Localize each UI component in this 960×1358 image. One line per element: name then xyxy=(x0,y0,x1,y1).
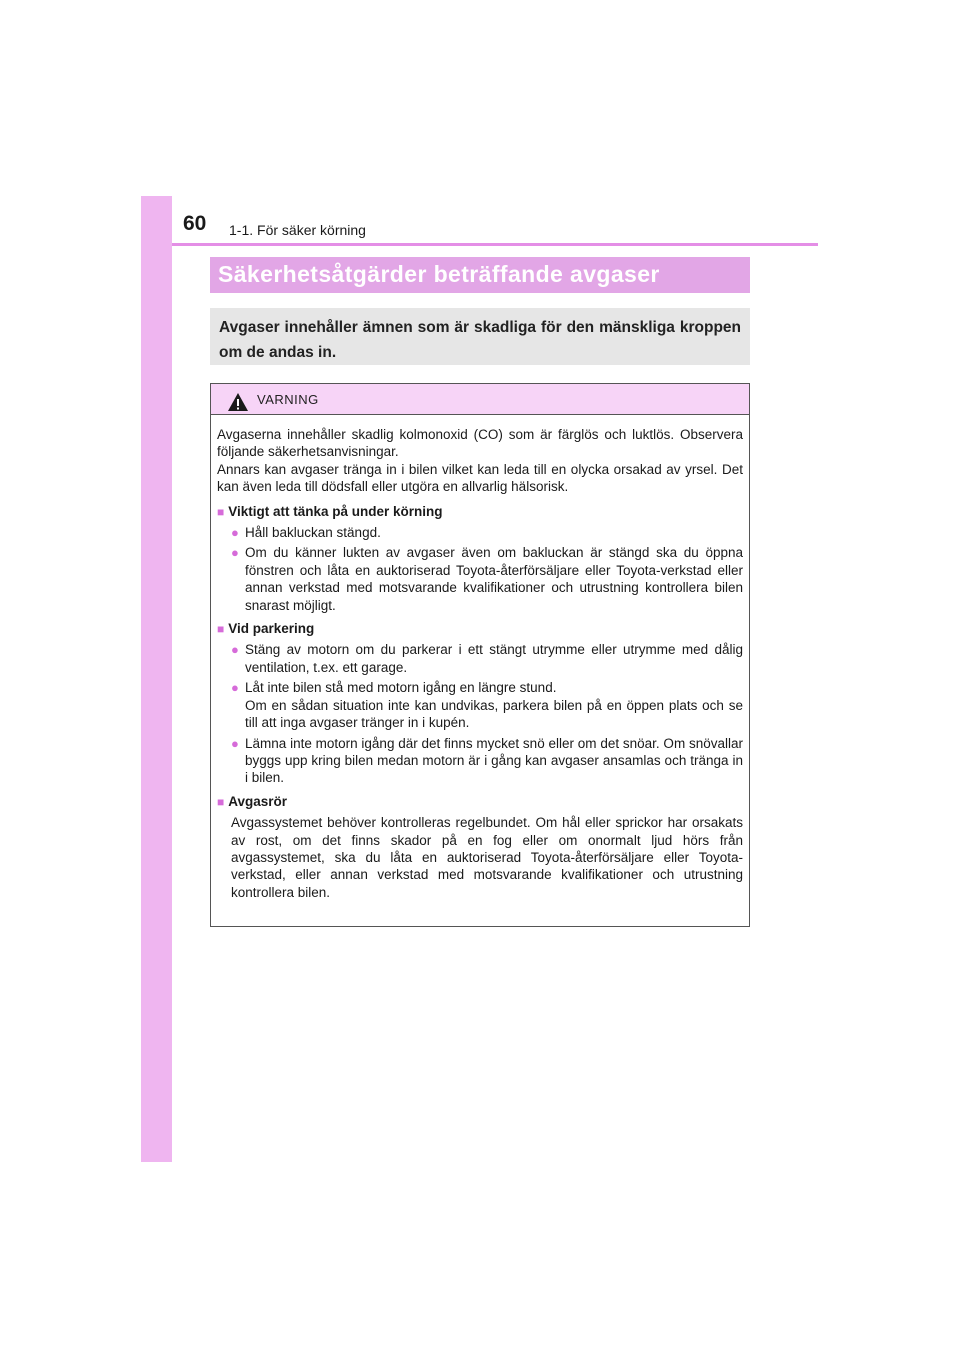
title-bar xyxy=(210,257,750,293)
round-bullet-icon: ● xyxy=(231,642,239,658)
section-text: Avgassystemet behöver kontrolleras regelbundet. Om hål eller sprickor har orsakats av rost, om det finns skador på en fog eller om onormalt ljud hörs från avgassystemet, ska du låta en auktoriserad Toyota-återförsäljare eller Toyota-verkstad, eller annan verkstad med motsvarande kvalifikationer och utrustning kontrollera bilen. xyxy=(231,815,743,900)
list-item: ● Låt inte bilen stå med motorn igång en längre stund. Om en sådan situation inte kan undvikas, parkera bilen på en öppen plats och se till att inga avgaser tränger in i kupén. xyxy=(231,680,743,731)
intro-box xyxy=(210,308,750,365)
square-bullet-icon: ■ xyxy=(217,504,225,519)
warning-section xyxy=(217,503,743,614)
list-item: ● Lämna inte motorn igång där det finns mycket snö eller om det snöar. Om snövallar byggs upp kring bilen medan motorn är i gång kan avgaser ansamlas och tränga in i bilen. xyxy=(231,735,743,786)
intro-text: Avgaser innehåller ämnen som är skadliga för den mänskliga kroppen om de andas in. xyxy=(219,319,741,361)
page-number: 60 xyxy=(183,212,207,235)
square-bullet-icon: ■ xyxy=(217,622,225,637)
warning-body xyxy=(211,415,749,901)
section-heading: ■ Viktigt att tänka på under körning xyxy=(217,503,743,521)
page-title: Säkerhetsåtgärder beträffande avgaser xyxy=(218,261,660,287)
warning-intro-line: Avgaserna innehåller skadlig kolmonoxid (CO) som är färglös och luktlös. Observera följande säkerhetsanvisningar. xyxy=(217,427,743,460)
section-heading: ■ Vid parkering xyxy=(217,620,743,638)
list-item: ● Håll bakluckan stängd. xyxy=(231,525,381,541)
round-bullet-icon: ● xyxy=(231,735,239,751)
warning-header xyxy=(211,384,749,415)
warning-section xyxy=(217,620,743,787)
list-item: ● Stäng av motorn om du parkerar i ett stängt utrymme eller utrymme med dålig ventilation, t.ex. ett garage. xyxy=(231,642,743,675)
round-bullet-icon: ● xyxy=(231,680,239,696)
warning-box xyxy=(210,383,750,927)
warning-triangle-icon xyxy=(227,392,249,412)
round-bullet-icon: ● xyxy=(231,545,239,561)
chapter-side-tab xyxy=(141,196,172,1162)
warning-label: VARNING xyxy=(257,392,319,407)
warning-section xyxy=(217,793,743,901)
section-heading: ■ Avgasrör xyxy=(217,793,743,811)
header-rule xyxy=(172,243,818,246)
list-item: ● Om du känner lukten av avgaser även om bakluckan är stängd ska du öppna fönstren och låta en auktoriserad Toyota-återförsäljare eller Toyota-verkstad eller annan verkstad med motsvarande kvalifikationer och utrustning kontrollera bilen snarast möjligt. xyxy=(231,545,743,613)
warning-intro-line: Annars kan avgaser tränga in i bilen vilket kan leda till en olycka orsakad av yrsel. Det kan även leda till dödsfall eller utgöra en allvarlig hälsorisk. xyxy=(217,461,743,495)
section-label: 1-1. För säker körning xyxy=(229,222,366,238)
round-bullet-icon: ● xyxy=(231,525,239,541)
square-bullet-icon: ■ xyxy=(217,794,225,809)
